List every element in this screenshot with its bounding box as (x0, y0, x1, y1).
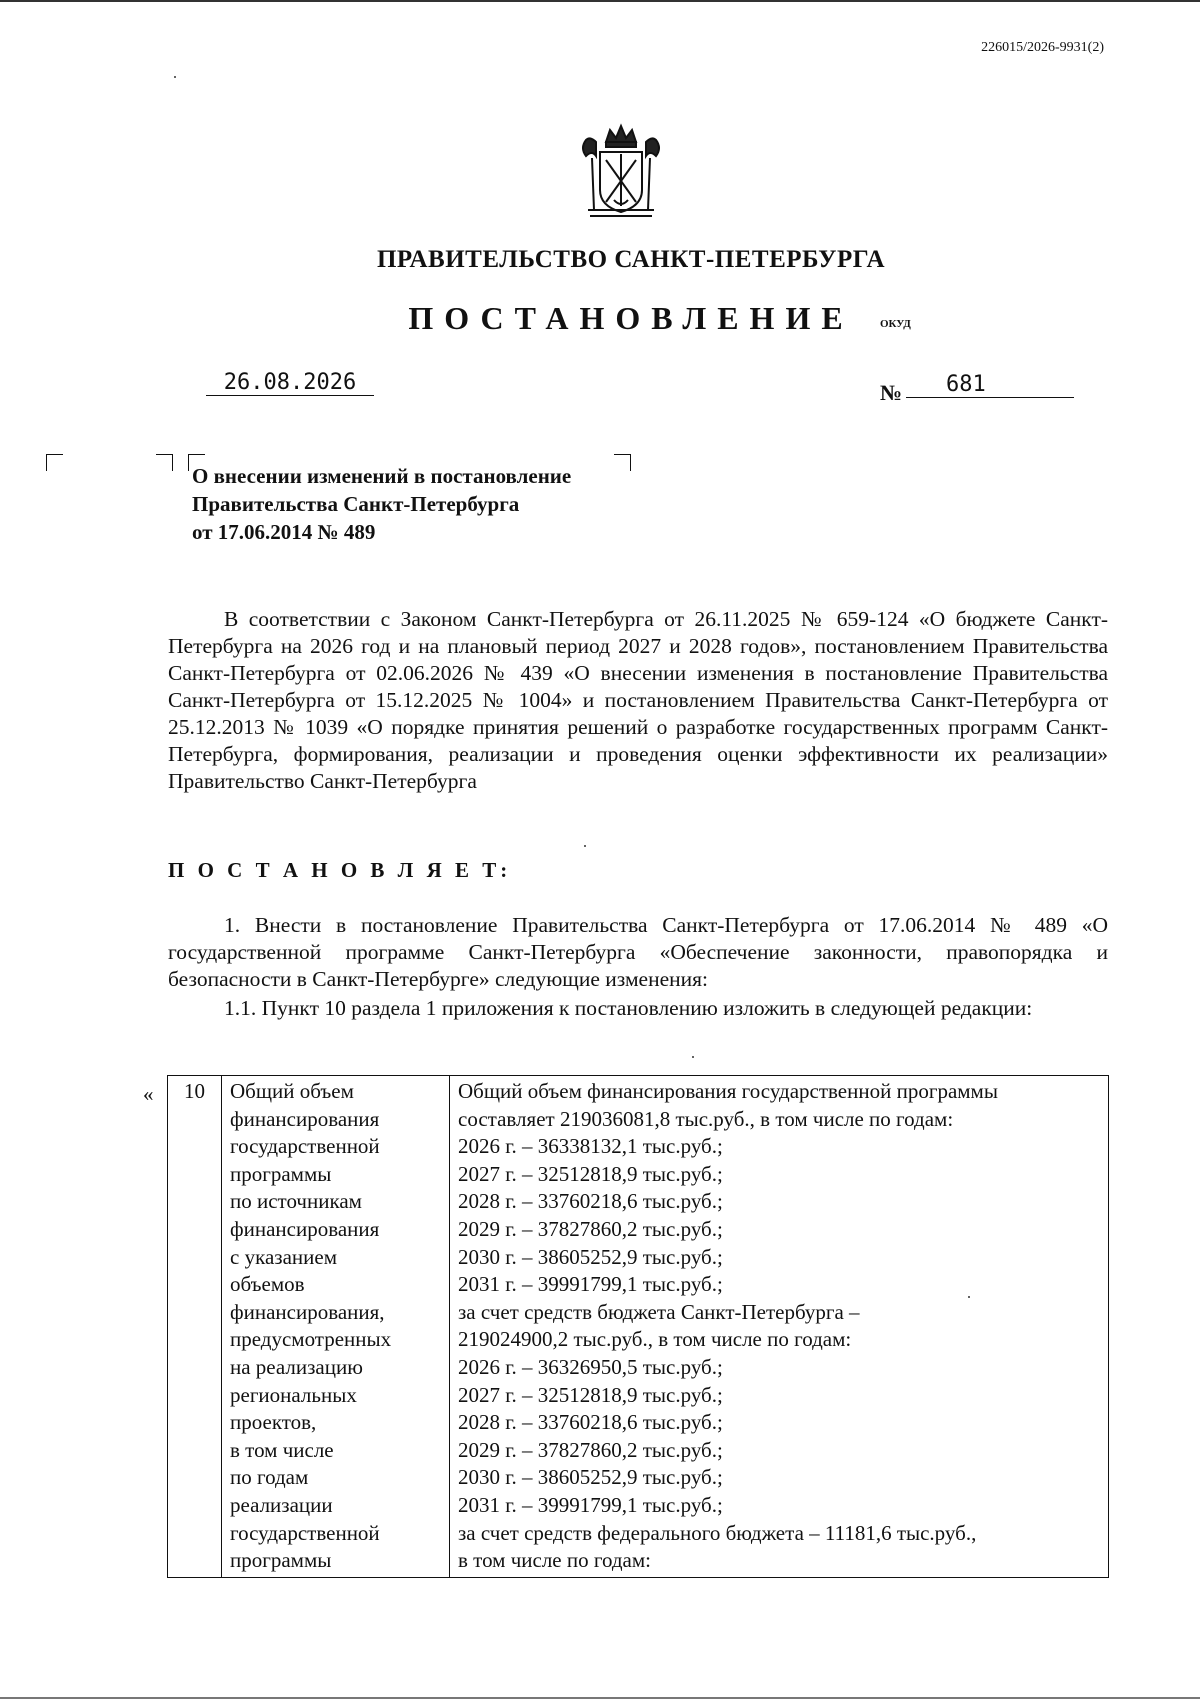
item-1-1-paragraph: 1.1. Пункт 10 раздела 1 приложения к постановлению изложить в следующей редакции: (224, 996, 1033, 1020)
okud-label: ОКУД (880, 318, 911, 330)
st-petersburg-coat-of-arms-icon (576, 120, 666, 220)
cell-line: программы (230, 1161, 332, 1186)
item-1-paragraph: 1. Внести в постановление Правительства Санкт-Петербурга от 17.06.2014 № 489 «О государственной программе Санкт-Петербурга «Обеспечение законности, правопорядка и безопасности в Санкт-Петербурге» следующие изменения: (168, 913, 1108, 991)
scan-speck (174, 76, 176, 78)
document-id: 226015/2026-9931(2) (981, 40, 1104, 55)
cell-line: государственной (230, 1520, 380, 1545)
cell-line: 2029 г. – 37827860,2 тыс.руб.; (458, 1437, 723, 1462)
government-title: ПРАВИТЕЛЬСТВО САНКТ-ПЕТЕРБУРГА (376, 246, 886, 273)
opening-quote: « (143, 1082, 154, 1106)
decree-date: 26.08.2026 (206, 370, 374, 396)
cell-line: на реализацию (230, 1354, 363, 1379)
decree-subject (192, 462, 571, 546)
cell-line: 2027 г. – 32512818,9 тыс.руб.; (458, 1161, 723, 1186)
cell-line: 2028 г. – 33760218,6 тыс.руб.; (458, 1189, 723, 1214)
corner-mark-left (46, 454, 63, 471)
row-number-cell: 10 (168, 1076, 222, 1578)
cell-line: 219024900,2 тыс.руб., в том числе по годам: (458, 1327, 852, 1352)
cell-line: программы (230, 1548, 332, 1573)
scan-edge-top (0, 0, 1200, 2)
cell-line: по годам (230, 1465, 309, 1490)
cell-line: проектов, (230, 1410, 317, 1435)
cell-line: финансирования (230, 1216, 380, 1241)
cell-line: региональных (230, 1382, 357, 1407)
cell-line: с указанием (230, 1244, 337, 1269)
corner-mark-inner-left (156, 454, 173, 471)
cell-line: 2030 г. – 38605252,9 тыс.руб.; (458, 1465, 723, 1490)
subject-line: Правительства Санкт-Петербурга (192, 492, 520, 516)
decree-title: ПОСТАНОВЛЕНИЕ (408, 300, 854, 336)
corner-mark-subject-right (614, 454, 631, 471)
subject-line: О внесении изменений в постановление (192, 464, 572, 488)
cell-line: предусмотренных (230, 1327, 392, 1352)
preamble-paragraph: В соответствии с Законом Санкт-Петербурга от 26.11.2025 № 659-124 «О бюджете Санкт-Петербурга на 2026 год и на плановый период 2027 и 2028 годов», постановлением Правительства Санкт-Петербурга от 02.06.2026 № 439 «О внесении изменения в постановление Правительства Санкт-Петербурга от 15.12.2025 № 1004» и постановлением Правительства Санкт-Петербурга от 25.12.2013 № 1039 «О порядке принятия решений о разработке государственных программ Санкт-Петербурга, формирования, реализации и проведения оценки эффективности их реализации» Правительство Санкт-Петербурга (168, 607, 1108, 793)
cell-line: в том числе (230, 1437, 334, 1462)
financing-table (167, 1075, 1109, 1578)
cell-line: Общий объем финансирования государственной программы (458, 1079, 998, 1103)
cell-line: 2026 г. – 36326950,5 тыс.руб.; (458, 1354, 723, 1379)
cell-line: по источникам (230, 1189, 362, 1214)
resolves-heading: П О С Т А Н О В Л Я Е Т: (168, 858, 512, 882)
cell-line: 2027 г. – 32512818,9 тыс.руб.; (458, 1382, 723, 1407)
cell-line: государственной (230, 1134, 380, 1159)
number-label: № (880, 380, 903, 405)
cell-line: за счет средств бюджета Санкт-Петербурга – (458, 1299, 860, 1324)
row-value-cell (450, 1076, 1109, 1578)
cell-line: финансирования, (230, 1299, 385, 1324)
cell-line: 2029 г. – 37827860,2 тыс.руб.; (458, 1216, 723, 1241)
table-row (168, 1076, 1109, 1578)
subject-line: от 17.06.2014 № 489 (192, 520, 376, 544)
scan-speck (692, 1056, 694, 1058)
cell-line: 2031 г. – 39991799,1 тыс.руб.; (458, 1272, 723, 1297)
scan-speck (968, 1296, 970, 1298)
cell-line: объемов (230, 1272, 305, 1297)
cell-line: 2030 г. – 38605252,9 тыс.руб.; (458, 1244, 723, 1269)
scan-edge-bottom (0, 1697, 1200, 1699)
cell-line: Общий объем (230, 1079, 354, 1103)
cell-line: реализации (230, 1492, 333, 1517)
cell-line: 2028 г. – 33760218,6 тыс.руб.; (458, 1410, 723, 1435)
decree-number: 681 (906, 372, 1074, 398)
cell-line: составляет 219036081,8 тыс.руб., в том числе по годам: (458, 1106, 954, 1131)
cell-line: финансирования (230, 1106, 380, 1131)
cell-line: 2026 г. – 36338132,1 тыс.руб.; (458, 1134, 723, 1159)
row-name-cell (222, 1076, 450, 1578)
scan-speck (584, 845, 586, 847)
cell-line: в том числе по годам: (458, 1548, 651, 1573)
cell-line: 2031 г. – 39991799,1 тыс.руб.; (458, 1492, 723, 1517)
cell-line: за счет средств федерального бюджета – 11181,6 тыс.руб., (458, 1520, 977, 1545)
